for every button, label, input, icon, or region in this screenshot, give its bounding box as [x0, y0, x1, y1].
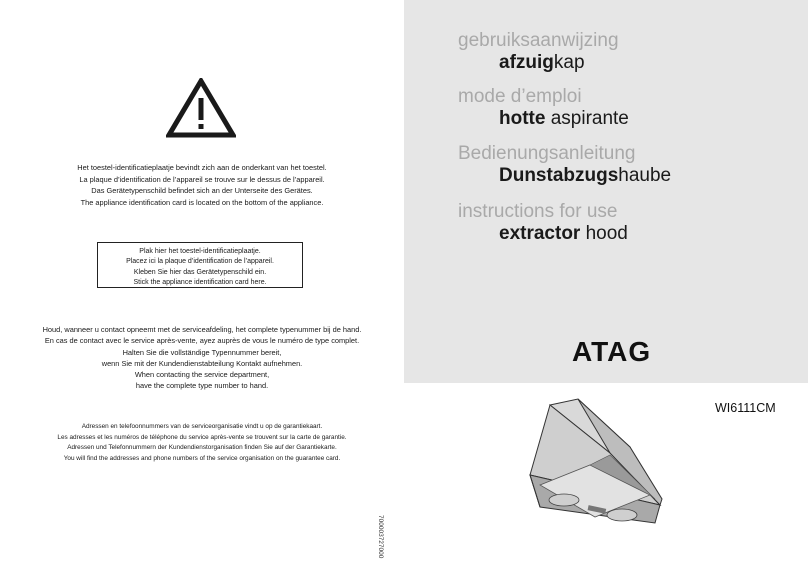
title-rest: kap [553, 52, 585, 73]
atag-logo: ATAG [572, 336, 652, 367]
identification-notice [0, 162, 404, 208]
title-rest: aspirante [545, 108, 629, 129]
id-notice-line: Das Gerätetypenschild befindet sich an der Unterseite des Gerätes. [91, 186, 313, 195]
cover-title-panel [404, 0, 808, 383]
title-product [458, 223, 628, 245]
title-german [458, 143, 671, 187]
document-number: 700003727000 [377, 515, 384, 559]
address-notice [0, 422, 404, 464]
address-line: You will find the addresses and phone numbers of the service organisation on the guarantee card. [63, 454, 341, 462]
title-bold: extractor [499, 223, 581, 244]
title-dutch [458, 30, 619, 74]
id-box-line: Placez ici la plaque d’identification de l’appareil. [126, 258, 274, 266]
title-english [458, 201, 628, 245]
title-bold: hotte [499, 108, 546, 129]
title-language: gebruiksaanwijzing [458, 30, 619, 51]
title-language: mode d’emploi [458, 86, 582, 107]
title-product [458, 108, 629, 130]
address-line: Adressen en telefoonnummers van de serviceorganisatie vindt u op de garantiekaart. [81, 423, 323, 430]
service-line: When contacting the service department, [134, 370, 270, 380]
service-line: have the complete type number to hand. [135, 381, 269, 391]
title-language: instructions for use [458, 201, 618, 222]
identification-card-box [97, 242, 303, 288]
service-notice [0, 324, 404, 392]
title-product [458, 165, 671, 187]
title-language: Bedienungsanleitung [458, 143, 636, 164]
title-product [458, 52, 619, 74]
model-number: WI6111CM [715, 401, 776, 415]
extractor-hood-illustration [500, 395, 680, 545]
title-bold: Dunstabzugs [499, 165, 619, 186]
service-line: En cas de contact avec le service après-vente, ayez auprès de vous le numéro de type complet. [44, 336, 360, 346]
title-rest: hood [580, 223, 628, 244]
service-line: Houd, wanneer u contact opneemt met de serviceafdeling, het complete typenummer bij de hand. [42, 325, 362, 334]
warning-icon [166, 78, 236, 138]
id-notice-line: The appliance identification card is located on the bottom of the appliance. [80, 197, 324, 207]
title-bold: afzuig [499, 52, 554, 73]
address-line: Les adresses et les numéros de téléphone du service après-vente se trouvent sur la carte de garantie. [57, 433, 347, 441]
title-french [458, 86, 629, 130]
service-line: wenn Sie mit der Kundendienstabteilung Kontakt aufnehmen. [101, 358, 303, 368]
title-rest: haube [618, 165, 672, 186]
id-notice-line: Het toestel-identificatieplaatje bevindt zich aan de onderkant van het toestel. [77, 163, 327, 172]
address-line: Adressen und Telefonnummern der Kundendienstorganisation finden Sie auf der Garantiekarte. [67, 444, 337, 452]
id-box-line: Plak hier het toestel-identificatieplaatje. [139, 248, 261, 255]
id-box-line: Kleben Sie hier das Gerätetypenschild ein. [133, 268, 267, 276]
id-notice-line: La plaque d’identification de l’appareil se trouve sur le dessus de l’appareil. [79, 174, 325, 184]
service-line: Halten Sie die vollständige Typennummer bereit, [122, 347, 282, 357]
id-box-line: Stick the appliance identification card here. [133, 279, 267, 287]
